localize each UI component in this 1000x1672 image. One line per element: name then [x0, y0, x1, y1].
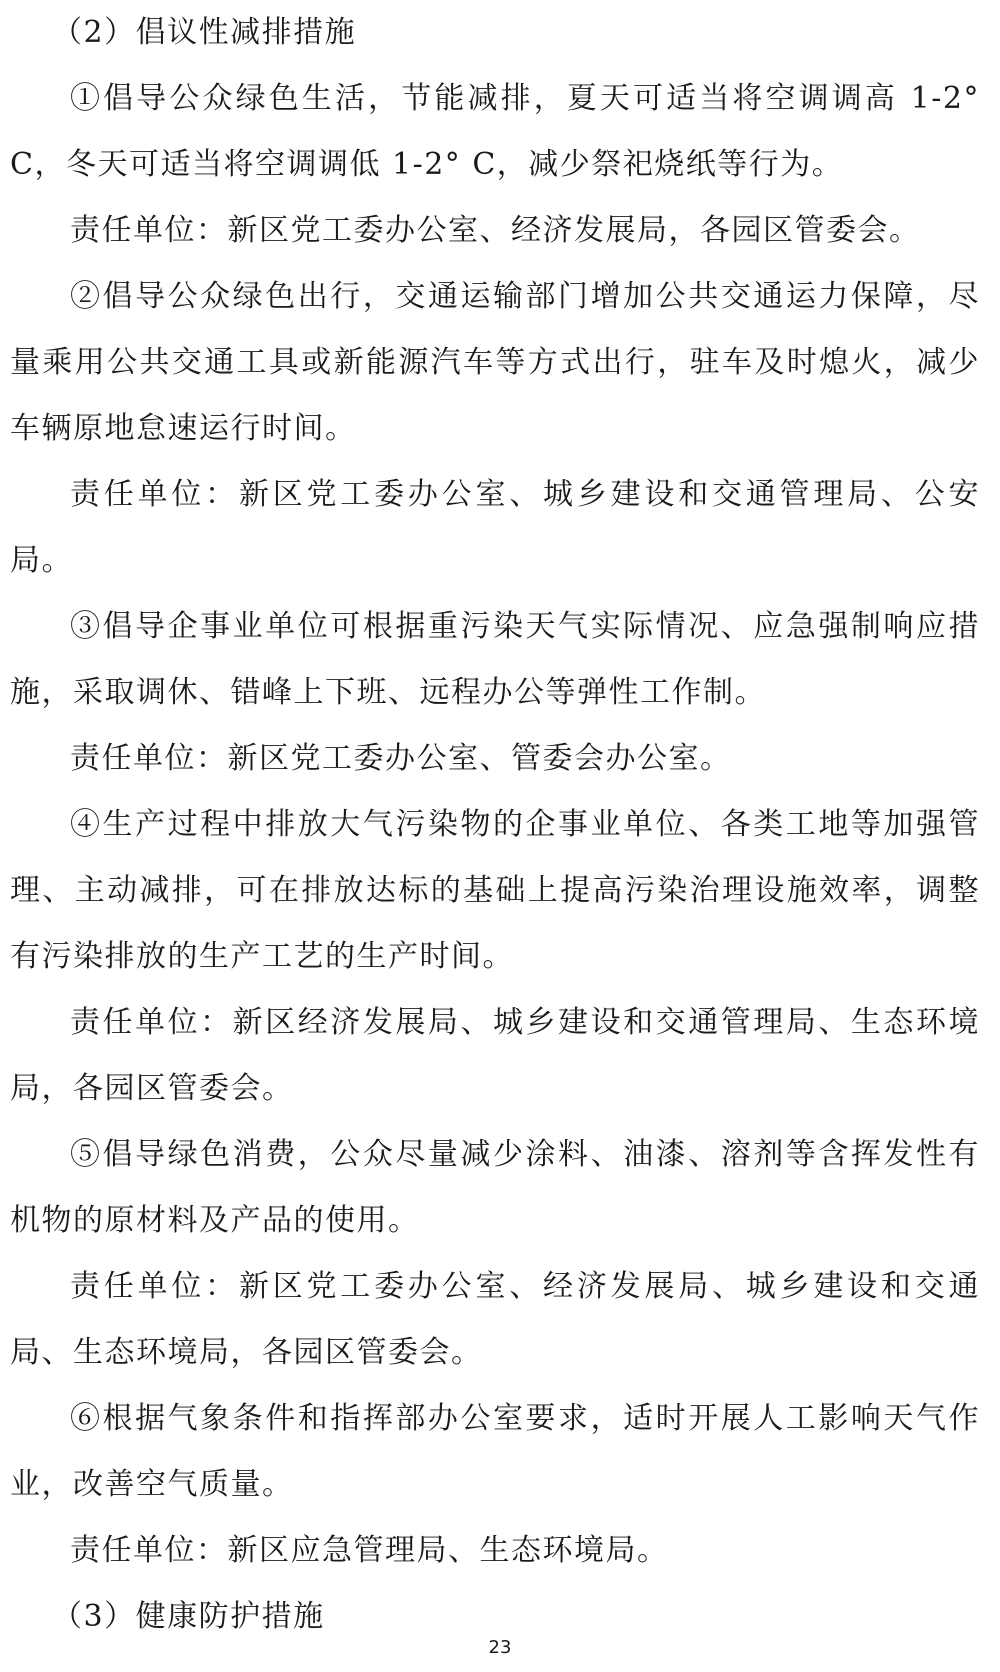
measure-2-paragraph: ②倡导公众绿色出行，交通运输部门增加公共交通运力保障，尽量乘用公共交通工具或新能源汽车等方式出行，驻车及时熄火，减少车辆原地怠速运行时间。: [10, 279, 980, 446]
measure-2-responsible: 责任单位：新区党工委办公室、城乡建设和交通管理局、公安局。: [10, 477, 980, 578]
measure-5-responsible: 责任单位：新区党工委办公室、经济发展局、城乡建设和交通局、生态环境局，各园区管委会。: [10, 1269, 980, 1370]
section-heading-2: （2）倡议性减排措施: [52, 15, 357, 50]
measure-6-paragraph: ⑥根据气象条件和指挥部办公室要求，适时开展人工影响天气作业，改善空气质量。: [10, 1401, 980, 1502]
measure-4-responsible: 责任单位：新区经济发展局、城乡建设和交通管理局、生态环境局，各园区管委会。: [10, 1005, 980, 1106]
measure-4-paragraph: ④生产过程中排放大气污染物的企事业单位、各类工地等加强管理、主动减排，可在排放达标的基础上提高污染治理设施效率，调整有污染排放的生产工艺的生产时间。: [10, 807, 980, 974]
measure-6-responsible: 责任单位：新区应急管理局、生态环境局。: [70, 1533, 669, 1568]
section-heading-3: （3）健康防护措施: [52, 1599, 325, 1634]
page-number: 23: [488, 1637, 512, 1658]
document-body: [10, 0, 980, 1650]
measure-3-paragraph: ③倡导企事业单位可根据重污染天气实际情况、应急强制响应措施，采取调休、错峰上下班、远程办公等弹性工作制。: [10, 609, 980, 710]
measure-1-paragraph: ①倡导公众绿色生活，节能减排，夏天可适当将空调调高 1-2° C，冬天可适当将空调调低 1-2° C，减少祭祀烧纸等行为。: [10, 81, 980, 182]
measure-5-paragraph: ⑤倡导绿色消费，公众尽量减少涂料、油漆、溶剂等含挥发性有机物的原材料及产品的使用。: [10, 1137, 980, 1238]
measure-3-responsible: 责任单位：新区党工委办公室、管委会办公室。: [70, 741, 732, 776]
measure-1-responsible: 责任单位：新区党工委办公室、经济发展局，各园区管委会。: [70, 213, 921, 248]
